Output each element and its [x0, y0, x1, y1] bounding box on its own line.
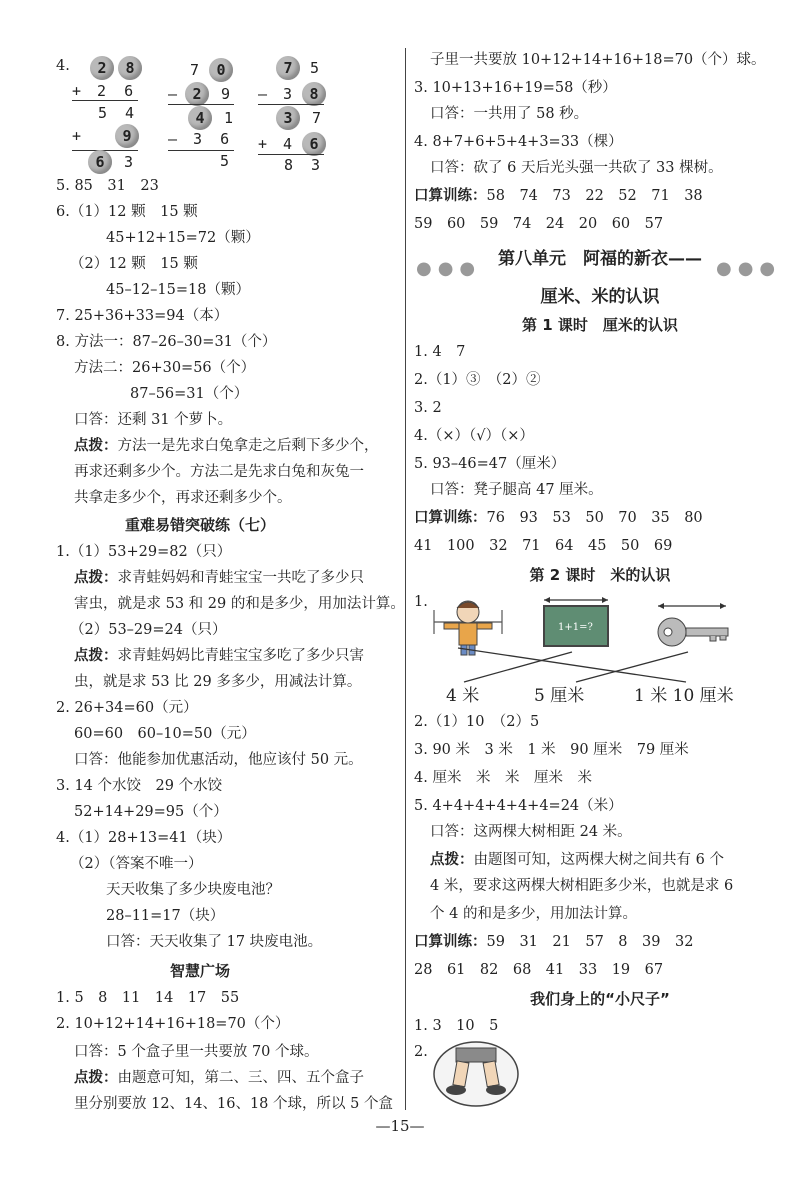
answer-line: 方法二：26+30=56（个）	[74, 360, 256, 376]
board-text: 1+1=?	[558, 622, 593, 633]
answer-line: 口答：这两棵大树相距 24 米。	[430, 824, 632, 840]
oral-values-line: 41 100 32 71 64 45 50 69	[414, 538, 673, 554]
digit: 7	[190, 61, 200, 79]
answer-line: 2.（1）③ （2）②	[414, 372, 541, 388]
digit-ball: 4	[188, 106, 212, 130]
digit: 3	[283, 85, 293, 103]
answer-line: 1. 3 10 5	[414, 1018, 499, 1034]
oral-label: 口算训练：	[414, 934, 487, 950]
tip-line	[74, 568, 364, 588]
key-icon	[658, 603, 728, 646]
lesson-title-1: 第 1 课时 厘米的认识	[522, 316, 678, 334]
tip-text: 由题意可知，第二、三、四、五个盒子	[117, 1070, 364, 1086]
answer-line: 2. 26+34=60（元）	[56, 700, 198, 716]
answer-line: 4. 厘米 米 米 厘米 米	[414, 770, 592, 786]
digit-ball: 7	[276, 56, 300, 80]
digit-ball: 6	[88, 150, 112, 174]
answer-line: 口答：天天收集了 17 块废电池。	[106, 934, 323, 950]
oral-values-line: 59 60 59 74 24 20 60 57	[414, 216, 664, 232]
tip-line: 再求还剩多少个。方法二是先求白兔和灰兔一	[74, 464, 364, 480]
tip-text: 求青蛙妈妈和青蛙宝宝一共吃了多少只	[117, 570, 364, 586]
tip-label: 点拨：	[74, 438, 118, 454]
match-label: 1 米 10 厘米	[634, 686, 734, 706]
vertical-calc-1	[72, 52, 152, 172]
page-number: —15—	[375, 1117, 425, 1135]
digit-ball: 3	[276, 106, 300, 130]
answer-line: 6.（1）12 颗 15 颗	[56, 204, 198, 220]
decor-dots-right: ●●●	[716, 258, 782, 279]
answer-line: 4.（×）（√）（×）	[414, 428, 534, 444]
lesson-title-2: 第 2 课时 米的认识	[529, 566, 671, 584]
tip-label: 点拨：	[74, 1070, 118, 1086]
tip-line: 4 米，要求这两棵大树相距多少米，也就是求 6	[430, 878, 734, 894]
answer-line: 60=60 60–10=50（元）	[74, 726, 256, 742]
oral-training-3	[414, 932, 693, 952]
answer-line: 5. 4+4+4+4+4+4=24（米）	[414, 798, 623, 814]
answer-line: 子里一共要放 10+12+14+16+18=70（个）球。	[430, 52, 766, 68]
oral-training-2	[414, 508, 703, 528]
tip-line: 共拿走多少个，再求还剩多少个。	[74, 490, 292, 506]
answer-line: 87–56=31（个）	[130, 386, 249, 402]
answer-line: 7. 25+36+33=94（本）	[56, 308, 229, 324]
answer-line: 52+14+29=95（个）	[74, 804, 228, 820]
digit-ball: 9	[115, 124, 139, 148]
answer-line: 2.（1）10 （2）5	[414, 714, 540, 730]
tip-line	[74, 1068, 364, 1088]
tip-line	[74, 646, 364, 666]
answer-line: 4. 8+7+6+5+4+3=33（棵）	[414, 134, 623, 150]
digit: 6	[220, 130, 230, 148]
digit: 5	[98, 104, 108, 122]
tip-line	[430, 850, 724, 870]
tip-text: 求青蛙妈妈比青蛙宝宝多吃了多少只害	[117, 648, 364, 664]
digit: 2	[97, 82, 107, 100]
section-title-7: 重难易错突破练（七）	[124, 516, 275, 534]
digit: 3	[124, 153, 134, 171]
operator: +	[72, 127, 82, 145]
answer-line: 2.	[414, 1044, 428, 1060]
digit-ball: 2	[185, 82, 209, 106]
answer-line: 8. 方法一：87–26–30=31（个）	[56, 334, 277, 350]
answer-line: 天天收集了多少块废电池？	[106, 882, 280, 898]
match-line	[458, 648, 686, 682]
tip-label: 点拨：	[74, 570, 118, 586]
match-line	[576, 652, 688, 682]
oral-label: 口算训练：	[414, 188, 487, 204]
digit: 5	[220, 152, 230, 170]
answer-line: （2）12 颗 15 颗	[70, 256, 198, 272]
match-label: 4 米	[446, 686, 480, 706]
q1-label: 1.	[414, 594, 428, 610]
tip-line: 虫，就是求 53 比 29 多多少，用减法计算。	[74, 674, 362, 690]
tip-text: 由题图可知，这两棵大树之间共有 6 个	[473, 852, 724, 868]
answer-line: 28–11=17（块）	[106, 908, 225, 924]
digit: 1	[224, 109, 234, 127]
tip-line	[74, 436, 379, 456]
section-title-ruler: 我们身上的“小尺子”	[530, 990, 670, 1008]
answer-line: 口答：砍了 6 天后光头强一共砍了 33 棵树。	[430, 160, 723, 176]
unit-subtitle: 厘米、米的认识	[540, 287, 660, 307]
digit-ball: 8	[302, 82, 326, 106]
digit-ball: 0	[209, 58, 233, 82]
digit: 3	[193, 130, 203, 148]
operator: +	[72, 82, 82, 100]
tip-text: 方法一是先求白兔拿走之后剩下多少个，	[117, 438, 379, 454]
answer-line: 5. 93–46=47（厘米）	[414, 456, 566, 472]
tip-label: 点拨：	[430, 852, 474, 868]
oral-training-1	[414, 186, 703, 206]
operator: –	[258, 85, 268, 103]
match-label: 5 厘米	[534, 686, 585, 706]
tip-line: 里分别要放 12、14、16、18 个球，所以 5 个盒	[74, 1096, 393, 1112]
answer-line: 口答：一共用了 58 秒。	[430, 106, 589, 122]
answer-line: （2）53–29=24（只）	[70, 622, 227, 638]
answer-line: 1. 4 7	[414, 344, 466, 360]
digit-ball: 6	[302, 132, 326, 156]
answer-line: 45–12–15=18（颗）	[106, 282, 250, 298]
answer-line: 5. 85 31 23	[56, 178, 159, 194]
digit: 3	[311, 156, 321, 174]
answer-line: 3. 14 个水饺 29 个水饺	[56, 778, 223, 794]
answer-line: 1. 5 8 11 14 17 55	[56, 990, 240, 1006]
digit: 8	[284, 156, 294, 174]
tip-line: 害虫，就是求 53 和 29 的和是多少，用加法计算。	[74, 596, 405, 612]
answer-line: 1.（1）53+29=82（只）	[56, 544, 232, 560]
tip-line: 个 4 的和是多少，用加法计算。	[430, 906, 637, 922]
oral-values: 58 74 73 22 52 71 38	[486, 188, 703, 204]
oral-values: 76 93 53 50 70 35 80	[486, 510, 703, 526]
digit: 6	[124, 82, 134, 100]
answer-line: 3. 10+13+16+19=58（秒）	[414, 80, 617, 96]
blackboard-icon	[544, 597, 608, 646]
answer-line: （2）（答案不唯一）	[70, 856, 203, 872]
unit-title: 第八单元 阿福的新衣——	[498, 249, 702, 269]
answer-line: 口答：还剩 31 个萝卜。	[74, 412, 233, 428]
operator: –	[168, 85, 178, 103]
oral-values-line: 28 61 82 68 41 33 19 67	[414, 962, 664, 978]
digit-ball: 2	[90, 56, 114, 80]
answer-line: 口答：5 个盒子里一共要放 70 个球。	[74, 1044, 319, 1060]
answer-line: 45+12+15=72（颗）	[106, 230, 260, 246]
operator: +	[258, 135, 268, 153]
digit: 5	[310, 59, 320, 77]
tip-label: 点拨：	[74, 648, 118, 664]
legs-circle-figure	[432, 1040, 522, 1110]
digit: 4	[125, 104, 135, 122]
digit: 4	[283, 135, 293, 153]
vertical-calc-3	[258, 52, 338, 172]
section-title-wisdom: 智慧广场	[169, 962, 230, 980]
oral-label: 口算训练：	[414, 510, 487, 526]
answer-line: 口答：凳子腿高 47 厘米。	[430, 482, 603, 498]
digit-ball: 8	[118, 56, 142, 80]
oral-values: 59 31 21 57 8 39 32	[486, 934, 694, 950]
answer-line: 2. 10+12+14+16+18=70（个）	[56, 1016, 290, 1032]
answer-line: 口答：他能参加优惠活动，他应该付 50 元。	[74, 752, 363, 768]
vertical-calc-2	[168, 52, 248, 172]
decor-dots-left: ●●●	[416, 258, 482, 279]
digit: 9	[221, 85, 231, 103]
answer-line: 3. 2	[414, 400, 442, 416]
q4-label: 4.	[56, 58, 70, 74]
child-arms-icon	[434, 601, 502, 655]
answer-line: 3. 90 米 3 米 1 米 90 厘米 79 厘米	[414, 742, 689, 758]
digit: 7	[312, 109, 322, 127]
operator: –	[168, 130, 178, 148]
answer-line: 4.（1）28+13=41（块）	[56, 830, 232, 846]
